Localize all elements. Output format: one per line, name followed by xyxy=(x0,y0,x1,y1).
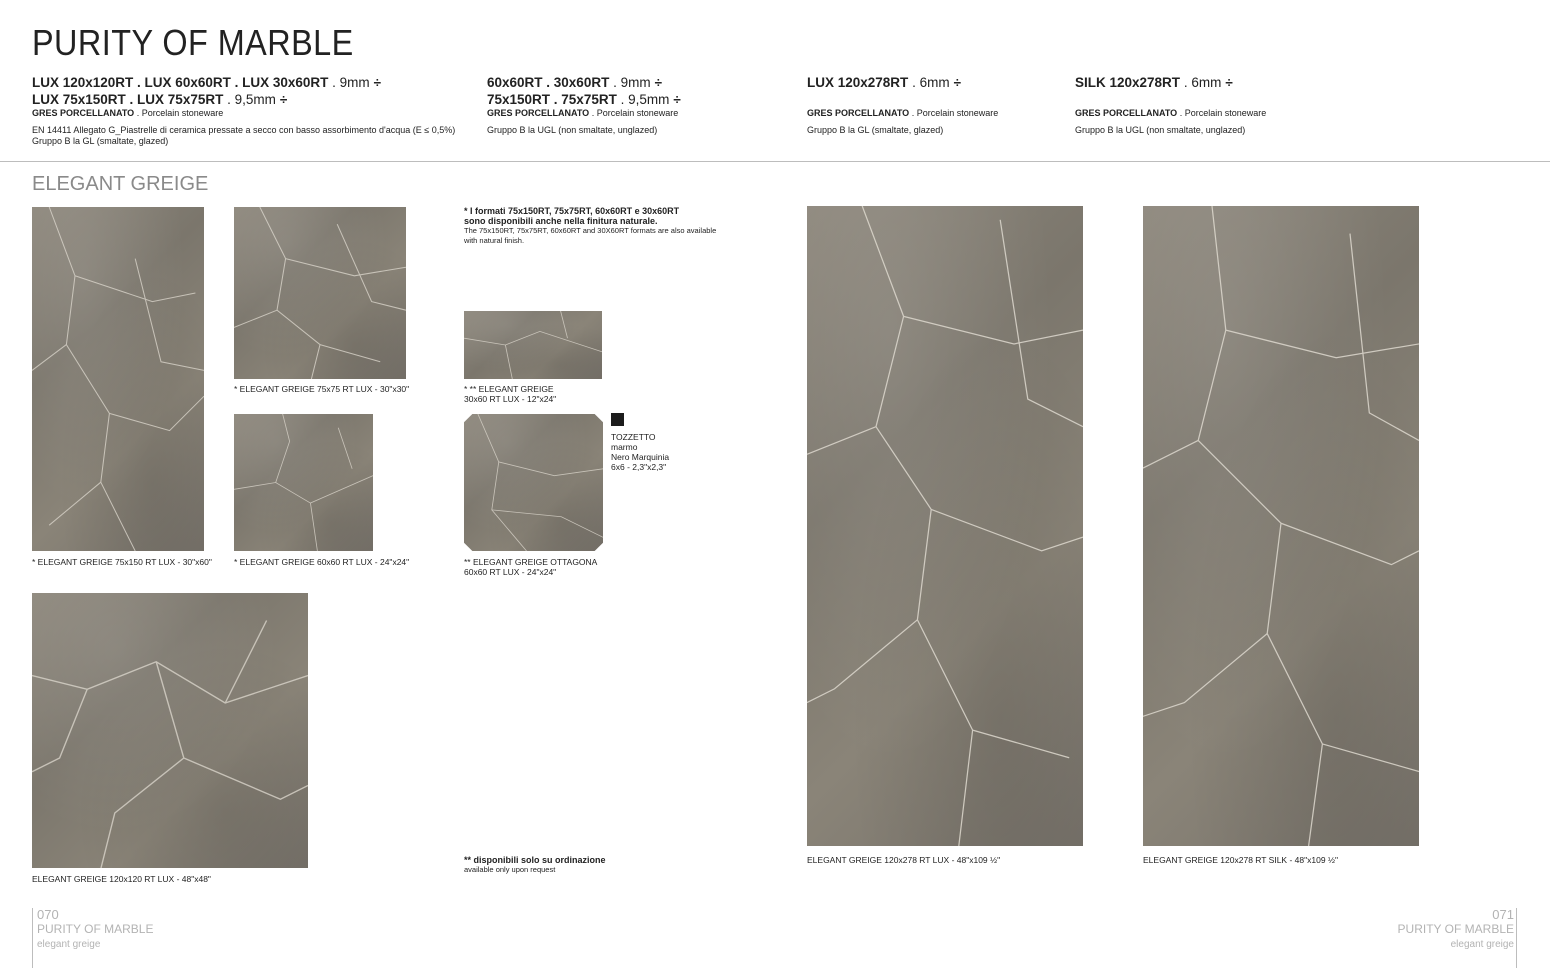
tile-30x60-image xyxy=(464,311,602,379)
tile-75x150-image xyxy=(32,207,204,551)
spec-format-line-2: 75x150RT . 75x75RT . 9,5mm ÷ xyxy=(487,92,681,107)
tile-60x60-image xyxy=(234,414,373,551)
page-number: 070 xyxy=(37,907,59,922)
caption-120x120: ELEGANT GREIGE 120x120 RT LUX - 48"x48" xyxy=(32,874,211,884)
tile-75x75-image xyxy=(234,207,406,379)
footer-title: PURITY OF MARBLE xyxy=(37,922,154,936)
spec-format-line-1: LUX 120x278RT . 6mm ÷ xyxy=(807,75,961,90)
spec-material: GRES PORCELLANATO . Porcelain stoneware xyxy=(487,108,679,118)
spec-material: GRES PORCELLANATO . Porcelain stoneware xyxy=(32,108,224,118)
caption-60x60: * ELEGANT GREIGE 60x60 RT LUX - 24"x24" xyxy=(234,557,410,567)
caption-120x278-silk: ELEGANT GREIGE 120x278 RT SILK - 48"x109 ½" xyxy=(1143,855,1339,865)
spec-norm: Gruppo B la UGL (non smaltate, unglazed) xyxy=(1075,125,1246,135)
thickness-icon: ÷ xyxy=(673,92,681,107)
spec-format-line-1: 60x60RT . 30x60RT . 9mm ÷ xyxy=(487,75,663,90)
order-note: ** disponibili solo su ordinazione available only upon request xyxy=(464,855,606,874)
caption-75x150: * ELEGANT GREIGE 75x150 RT LUX - 30"x60" xyxy=(32,557,212,567)
spec-norm: Gruppo B la UGL (non smaltate, unglazed) xyxy=(487,125,658,135)
tile-120x278-silk-image xyxy=(1143,206,1419,846)
footer-right xyxy=(1398,907,1514,952)
spec-column-lux-120x278 xyxy=(807,74,998,136)
page-number: 071 xyxy=(1492,907,1514,922)
thickness-icon: ÷ xyxy=(279,92,288,107)
tile-120x278-lux-image xyxy=(807,206,1083,846)
spec-column-silk-120x278 xyxy=(1075,74,1266,136)
spec-column-natural xyxy=(487,74,681,136)
spec-column-lux xyxy=(32,74,455,147)
thickness-icon: ÷ xyxy=(1225,75,1233,90)
section-title: ELEGANT GREIGE xyxy=(32,173,209,195)
thickness-icon: ÷ xyxy=(953,75,961,90)
footer-left-rule xyxy=(32,908,33,968)
footer-left xyxy=(37,907,153,952)
caption-ottagona: ** ELEGANT GREIGE OTTAGONA 60x60 RT LUX - 24"x24" xyxy=(464,557,598,577)
tozzetto-caption: TOZZETTO marmo Nero Marquinia 6x6 - 2,3"x2,3" xyxy=(611,432,670,472)
footer-title: PURITY OF MARBLE xyxy=(1397,922,1514,936)
page-title: PURITY OF MARBLE xyxy=(32,22,354,63)
caption-75x75: * ELEGANT GREIGE 75x75 RT LUX - 30"x30" xyxy=(234,384,410,394)
thickness-icon: ÷ xyxy=(373,75,382,90)
spec-format-line-2: LUX 75x150RT . LUX 75x75RT . 9,5mm ÷ xyxy=(32,92,288,107)
formats-note: * I formati 75x150RT, 75x75RT, 60x60RT e 30x60RT sono disponibili anche nella finitura naturale. The 75x150RT, 75x75RT, 60x60RT and 30X60RT formats are also available with natural finish. xyxy=(464,206,717,245)
spec-material: GRES PORCELLANATO . Porcelain stoneware xyxy=(807,108,999,118)
caption-30x60: * ** ELEGANT GREIGE 30x60 RT LUX - 12"x24" xyxy=(464,384,557,404)
spec-norm: Gruppo B la GL (smaltate, glazed) xyxy=(807,125,944,135)
thickness-icon: ÷ xyxy=(654,75,663,90)
header-divider xyxy=(0,161,1550,162)
spec-format-line-1: LUX 120x120RT . LUX 60x60RT . LUX 30x60RT . 9mm ÷ xyxy=(32,75,382,90)
spec-norm: EN 14411 Allegato G_Piastrelle di ceramica pressate a secco con basso assorbimento d'acqua (E ≤ 0,5%) xyxy=(32,125,456,135)
spec-format-line-1: SILK 120x278RT . 6mm ÷ xyxy=(1075,75,1233,90)
spec-norm-group: Gruppo B la GL (smaltate, glazed) xyxy=(32,136,169,146)
footer-right-rule xyxy=(1516,908,1517,968)
tile-120x120-image xyxy=(32,593,308,868)
tile-ottagona-image xyxy=(464,414,603,551)
footer-subtitle: elegant greige xyxy=(37,939,101,950)
tozzetto-swatch xyxy=(611,413,624,426)
spec-material: GRES PORCELLANATO . Porcelain stoneware xyxy=(1075,108,1267,118)
footer-subtitle: elegant greige xyxy=(1450,939,1514,950)
caption-120x278-lux: ELEGANT GREIGE 120x278 RT LUX - 48"x109 ½" xyxy=(807,855,1001,865)
